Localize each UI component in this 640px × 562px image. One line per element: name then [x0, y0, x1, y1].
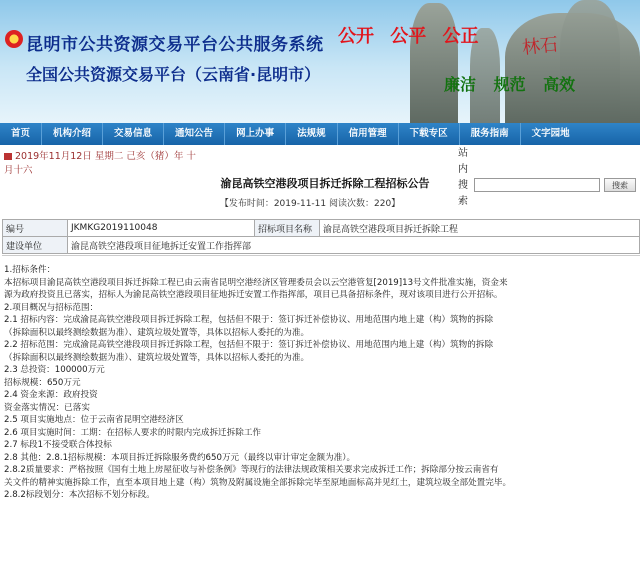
body-line: 2.8 其他：2.8.1招标规模：本项目拆迁拆除服务费约650万元（最终以审计审定金额为准）。 [4, 452, 356, 463]
code-value: JKMKG2019110048 [68, 220, 255, 237]
date-line-1: 2019年11月12日 星期二 己亥（猪）年 十 [15, 151, 196, 162]
body-line: 2.3 总投资：100000万元 [4, 365, 105, 375]
body-line: 2.4 资金来源：政府投资 [4, 390, 98, 400]
construction-unit-label: 建设单位 [3, 237, 68, 254]
divider [2, 255, 640, 256]
site-subtitle: 全国公共资源交易平台（云南省·昆明市） [26, 65, 321, 84]
nav-item-text-garden[interactable]: 文字园地 [531, 128, 570, 139]
site-search-input[interactable] [474, 178, 600, 192]
slogan-top: 公开 公平 公正 [338, 26, 479, 47]
body-line: 本招标项目渝昆高铁空港段项目拆迁拆除工程已由云南省昆明空港经济区管理委员会以云空港管复[2019]13号文件批准实施，资金来 [4, 277, 508, 288]
nav-item-home[interactable]: 首页 [0, 123, 42, 145]
construction-unit-value: 渝昆高铁空港段项目征地拆迁安置工作指挥部 [68, 237, 640, 254]
nav-item-about[interactable]: 机构介绍 [42, 123, 103, 145]
body-line: 2.7 标段1不接受联合体投标 [4, 440, 112, 450]
body-line: （拆除面积以最终测绘数据为准）、建筑垃圾处置等，具体以招标人委托的为准。 [4, 352, 310, 363]
nav-item-guide[interactable]: 服务指南 [460, 123, 521, 145]
government-emblem-icon [5, 30, 23, 48]
current-date [4, 150, 214, 178]
body-line: 资金落实情况：已落实 [4, 402, 90, 413]
site-title: 昆明市公共资源交易平台公共服务系统 [26, 35, 324, 55]
body-line: （拆除面积以最终测绘数据为准）、建筑垃圾处置等，具体以招标人委托的为准。 [4, 327, 310, 338]
code-label: 编号 [3, 220, 68, 237]
nav-item-downloads[interactable]: 下载专区 [399, 123, 460, 145]
notice-body [4, 264, 636, 502]
body-line: 招标规模：650万元 [4, 377, 81, 388]
table-row [3, 220, 640, 237]
nav-item-online-services[interactable]: 网上办事 [225, 123, 286, 145]
nav-item-regulations[interactable]: 法规规 [286, 123, 338, 145]
notice-info-table [2, 219, 640, 254]
nav-item-trade-info[interactable]: 交易信息 [103, 123, 164, 145]
table-row [3, 237, 640, 254]
header-banner [0, 0, 640, 123]
notice-title: 渝昆高铁空港段项目拆迁拆除工程招标公告 [220, 177, 430, 190]
site-search-label: 站内搜索 [458, 148, 468, 207]
body-line: 2.6 项目实施时间：工期：在招标人要求的时限内完成拆迁拆除工作 [4, 427, 262, 438]
body-line: 2.8.2质量要求：严格按照《国有土地上房屋征收与补偿条例》等现行的法律法规政策相关要求完成拆迁工作；拆除部分按云南省有 [4, 465, 499, 475]
calendar-icon [4, 153, 12, 160]
nav-item-credit[interactable]: 信用管理 [338, 123, 399, 145]
date-line-2: 月十六 [4, 165, 33, 176]
body-line: 源为政府投资且已落实，招标人为渝昆高铁空港段项目征地拆迁安置工作指挥部，项目已具备招标条件，现对该项目进行公开招标。 [4, 290, 503, 300]
search-button[interactable]: 搜索 [604, 178, 636, 192]
body-line: 关文件的精神实施拆除工作，直至本项目地上建（构）筑物及附属设施全部拆除完毕至原地面标高并见红土，建筑垃圾全部处置完毕。 [4, 477, 512, 488]
body-line: 2.1 招标内容：完成渝昆高铁空港段项目拆迁拆除工程，包括但不限于：签订拆迁补偿协议、用地范围内地上建（构）筑物的拆除 [4, 315, 494, 325]
project-name-value: 渝昆高铁空港段项目拆迁拆除工程 [320, 220, 640, 237]
project-name-label: 招标项目名称 [255, 220, 320, 237]
body-line: 1.招标条件： [4, 265, 56, 275]
main-nav [0, 123, 640, 145]
stone-forest-rock [410, 3, 458, 123]
body-line: 2.2 招标范围：完成渝昆高铁空港段项目拆迁拆除工程，包括但不限于：签订拆迁补偿协议、用地范围内地上建（构）筑物的拆除 [4, 340, 494, 350]
body-line: 2.8.2标段划分：本次招标不划分标段。 [4, 490, 155, 500]
body-line: 2.项目概况与招标范围： [4, 302, 99, 313]
slogan-bottom: 廉洁 规范 高效 [444, 75, 576, 94]
stone-carving-text: 林石 [521, 34, 560, 59]
nav-item-notices[interactable]: 通知公告 [164, 123, 225, 145]
body-line: 2.5 项目实施地点：位于云南省昆明空港经济区 [4, 415, 184, 425]
stone-forest-rock [560, 0, 620, 123]
publish-info: 【发布时间：2019-11-11 阅读次数：220】 [219, 199, 401, 209]
